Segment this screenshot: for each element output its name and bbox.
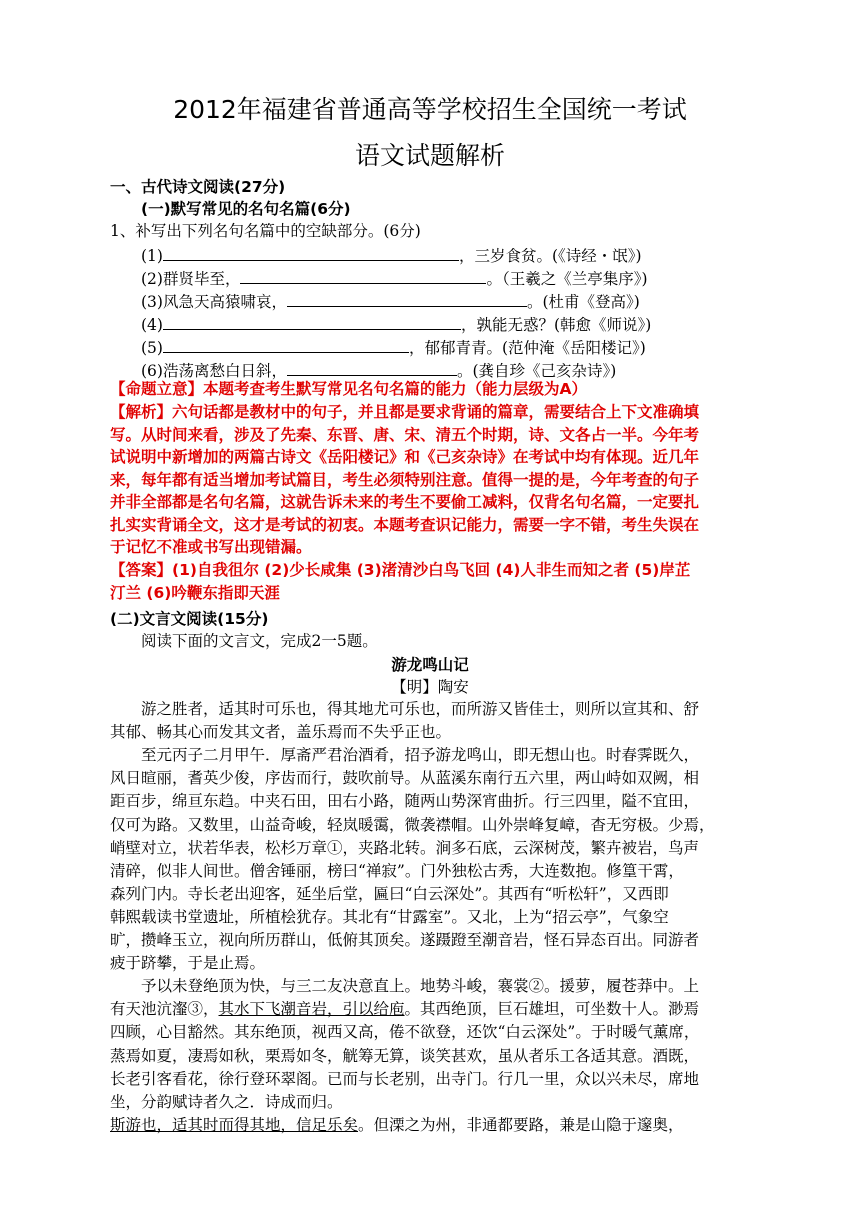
item-given-text: 风急天高猿啸哀， — [162, 293, 287, 311]
passage-line: 蒸焉如夏，凄焉如秋，栗焉如冬，觥筹无算，谈笑甚欢，虽从者乐工各适其意。酒既， — [110, 1046, 700, 1065]
passage-line: 长老引客看花，徐行登环翠阁。已而与长老别，出寺门。行几一里，众以兴未尽，席地 — [110, 1069, 700, 1088]
passage-title: 游龙鸣山记 — [391, 656, 469, 674]
passage-line: 予以未登绝顶为快，与三二友决意直上。地势斗峻，褰裳②。援萝，履苍莽中。上 — [141, 977, 700, 996]
fill-in-item — [141, 314, 651, 336]
section-1-heading: 一、古代诗文阅读(27分) — [110, 178, 286, 196]
answer-blank — [240, 268, 486, 284]
reading-instruction: 阅读下面的文言文，完成2一5题。 — [141, 632, 378, 650]
item-number: (6) — [141, 362, 163, 380]
underlined-sentence: 其水下飞潮音岩，引以给庖 — [218, 1000, 405, 1019]
passage-line: 旷，攒峰玉立，视向所历群山，低俯其顶矣。遂蹑蹬至潮音岩，怪石异态百出。同游者 — [110, 931, 700, 949]
answer-line: 汀兰 (6)吟鞭东指即天涯 — [110, 584, 280, 602]
passage-line: 仅可为路。又数里，山益奇峻，轻岚暖霭，微袭襟帽。山外崇峰复嶂，杳无穷极。少焉， — [110, 815, 715, 834]
passage-line: 坐，分韵赋诗者久之．诗成而归。 — [110, 1092, 343, 1111]
item-number: (1) — [141, 247, 163, 265]
section-2-heading: (二)文言文阅读(15分) — [110, 610, 269, 628]
passage-author: 【明】陶安 — [391, 678, 469, 696]
passage-line: 斯游也，适其时而得其地，信足乐矣。但溧之为州，非通都要路，兼是山隐于邃奥， — [110, 1115, 684, 1134]
passage-line: 峭壁对立，状若华表，松杉万章①，夹路北转。涧多石底，云深树茂，繁卉被岩，鸟声 — [110, 838, 700, 857]
answer-blank — [163, 245, 459, 261]
passage-line: 风日暄丽，耆英少俊，序齿而行，鼓吹前导。从蓝溪东南行五六里，两山峙如双阙，相 — [110, 769, 700, 788]
answer-blank — [287, 360, 457, 376]
exam-subtitle: 语文试题解析 — [354, 141, 505, 170]
item-given-text: 浩荡离愁白日斜， — [162, 362, 287, 380]
item-number: (5) — [141, 339, 163, 357]
passage-line: 四顾，心目豁然。其东绝顶，视西又高，倦不欲登，还饮“白云深处”。于时暖气薰席， — [110, 1023, 700, 1042]
item-number: (2) — [141, 270, 163, 288]
item-source-text: ，三岁食贫。(《诗经・氓》) — [458, 247, 642, 265]
analysis-line: 写。从时间来看，涉及了先秦、东晋、唐、宋、清五个时期，诗、文各占一半。今年考 — [110, 425, 700, 444]
subsection-1-heading: (一)默写常见的名句名篇(6分) — [141, 200, 351, 218]
answer-blank — [287, 291, 527, 307]
passage-line: 至元丙子二月甲午．厚斋严君治酒肴，招予游龙鸣山，即无想山也。时春霁既久， — [141, 746, 700, 765]
item-source-text: ，孰能无惑？(韩愈《师说》) — [460, 316, 652, 334]
item-source-text: ，郁郁青青。(范仲淹《岳阳楼记》) — [408, 339, 646, 357]
passage-line: 森列门内。寺长老出迎客，延坐后堂，匾曰“白云深处”。其西有“听松轩”，又西即 — [110, 884, 669, 903]
analysis-line: 于记忆不准或书写出现错漏。 — [110, 538, 312, 556]
fill-in-item — [141, 245, 642, 267]
underlined-sentence: 斯游也，适其时而得其地，信足乐矣 — [110, 1115, 359, 1134]
passage-line: 有天池沆瀣③，其水下飞潮音岩，引以给庖。其西绝顶，巨石雄坦，可坐数十人。渺焉 — [110, 1000, 700, 1019]
item-source-text: 。(龚自珍《己亥杂诗》) — [456, 362, 617, 380]
answer-line: 【答案】(1)自我徂尔 (2)少长咸集 (3)渚清沙白鸟飞回 (4)人非生而知之者 (5)岸芷 — [110, 561, 691, 579]
exam-title: 2012年福建省普通高等学校招生全国统一考试 — [173, 95, 687, 124]
passage-line: 韩熙载读书堂遗址，所植桧犹存。其北有“甘露室”。又北，上为“招云亭”，气象空 — [110, 907, 669, 926]
passage-line: 其郁、畅其心而发其文者，盖乐焉而不失乎正也。 — [110, 723, 452, 742]
passage-line: 游之胜者，适其时可乐也，得其地尤可乐也，而所游又皆佳士，则所以宣其和、舒 — [141, 700, 700, 718]
item-source-text: 。(杜甫《登高》) — [526, 293, 640, 311]
analysis-line: 【解析】六句话都是教材中的句子，并且都是要求背诵的篇章，需要结合上下文准确填 — [110, 403, 700, 421]
fill-in-item — [141, 291, 640, 313]
item-number: (4) — [141, 316, 163, 334]
mingti-lizhi: 【命题立意】本题考查考生默写常见名句名篇的能力（能力层级为A） — [110, 380, 587, 398]
analysis-line: 试说明中新增加的两篇古诗文《岳阳楼记》和《己亥杂诗》在考试中均有体现。近几年 — [110, 448, 700, 466]
question-1: 1、补写出下列名句名篇中的空缺部分。(6分) — [110, 222, 421, 240]
answer-blank — [163, 314, 461, 330]
fill-in-item — [141, 337, 646, 359]
item-number: (3) — [141, 293, 163, 311]
item-given-text: 群贤毕至， — [162, 270, 241, 288]
passage-line: 距百步，绵亘东趋。中夹石田，田右小路，随两山势深宵曲折。行三四里，隘不宜田， — [110, 792, 700, 811]
passage-line: 疲于跻攀，于是止焉。 — [110, 954, 266, 973]
analysis-line: 并非全部都是名句名篇，这就告诉未来的考生不要偷工减料，仅背名句名篇，一定要扎 — [110, 493, 700, 511]
analysis-line: 来，每年都有适当增加考试篇目，考生必须特别注意。值得一提的是，今年考查的句子 — [110, 470, 700, 489]
answer-blank — [163, 337, 409, 353]
fill-in-item — [141, 268, 648, 290]
analysis-line: 扎实实背诵全文，这才是考试的初衷。本题考查识记能力，需要一字不错，考生失误在 — [110, 515, 700, 534]
passage-line: 清碎，似非人间世。僧舍锤丽，榜曰“禅寂”。门外独松古秀，大连数抱。修篁干霄， — [110, 861, 684, 880]
item-source-text: 。（王羲之《兰亭集序》) — [486, 270, 648, 288]
